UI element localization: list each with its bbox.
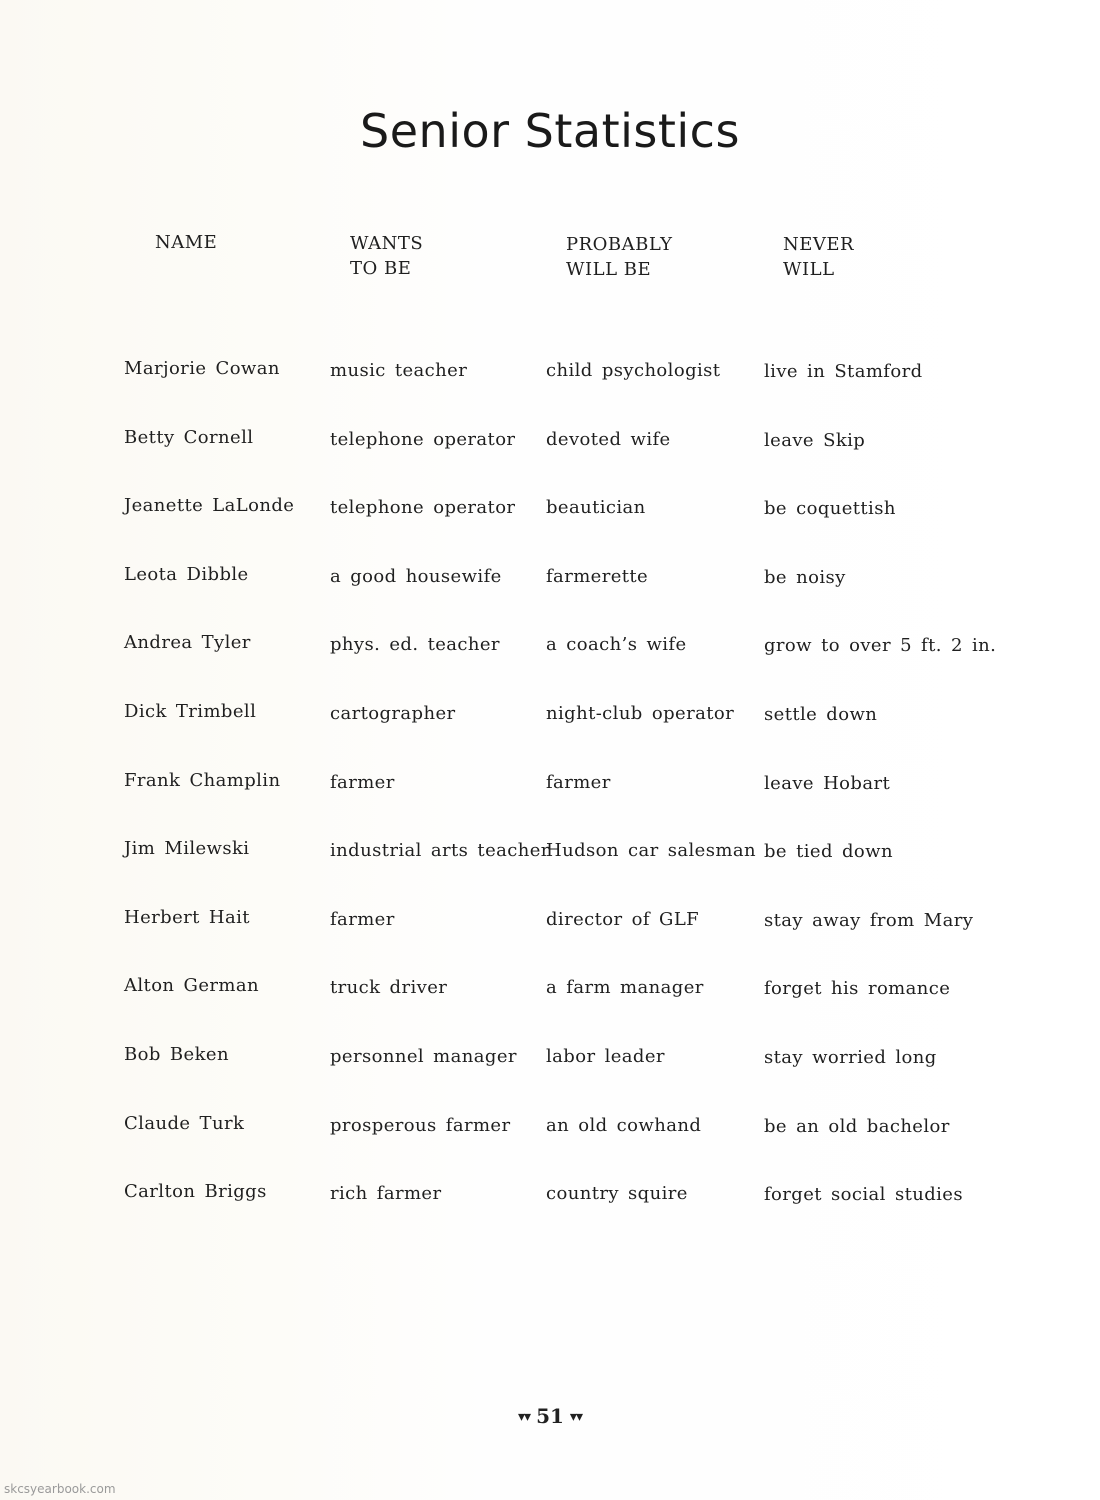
table-row xyxy=(0,356,1100,425)
probably-will-be-cell: a coach’s wife xyxy=(546,634,687,656)
column-header-wants-line-1: WANTS xyxy=(350,233,424,254)
probably-will-be-cell: director of GLF xyxy=(546,908,700,930)
probably-will-be-cell: farmer xyxy=(546,771,611,793)
never-will-cell: stay worried long xyxy=(764,1046,937,1068)
probably-will-be-cell: devoted wife xyxy=(546,428,671,450)
table-row xyxy=(0,1042,1100,1111)
wants-to-be-cell: truck driver xyxy=(330,977,448,999)
never-will-cell: be coquettish xyxy=(764,498,896,520)
probably-will-be-cell: labor leader xyxy=(546,1045,665,1067)
table-row xyxy=(0,493,1100,562)
wants-to-be-cell: a good housewife xyxy=(330,565,502,587)
probably-will-be-cell: beautician xyxy=(546,497,646,519)
never-will-cell: be noisy xyxy=(764,566,846,588)
column-header-never-line-2: WILL xyxy=(783,259,835,280)
page-number-value: 51 xyxy=(536,1404,564,1428)
column-header-wants-line-2: TO BE xyxy=(350,258,412,279)
name-cell: Jim Milewski xyxy=(124,838,250,860)
probably-will-be-cell: country squire xyxy=(546,1183,688,1205)
wants-to-be-cell: prosperous farmer xyxy=(330,1114,511,1136)
never-will-cell: leave Hobart xyxy=(764,772,891,794)
page-title: Senior Statistics xyxy=(360,104,740,158)
probably-will-be-cell: Hudson car salesman xyxy=(546,840,756,862)
wants-to-be-cell: phys. ed. teacher xyxy=(330,634,500,656)
column-header-probably-line-2: WILL BE xyxy=(566,259,652,280)
name-cell: Marjorie Cowan xyxy=(124,358,280,379)
table-row xyxy=(0,630,1100,699)
page-number-ornament-left: ▾▾ xyxy=(518,1409,531,1425)
table-row xyxy=(0,425,1100,494)
name-cell: Jeanette LaLonde xyxy=(124,495,295,517)
wants-to-be-cell: telephone operator xyxy=(330,428,516,450)
wants-to-be-cell: farmer xyxy=(330,771,395,793)
column-header-name xyxy=(155,230,217,255)
never-will-cell: live in Stamford xyxy=(764,361,923,382)
never-will-cell: stay away from Mary xyxy=(764,909,974,931)
wants-to-be-cell: personnel manager xyxy=(330,1045,517,1067)
never-will-cell: be tied down xyxy=(764,841,893,863)
wants-to-be-cell: industrial arts teacher xyxy=(330,840,550,862)
never-will-cell: settle down xyxy=(764,703,878,725)
table-row xyxy=(0,562,1100,631)
name-cell: Frank Champlin xyxy=(124,769,281,791)
name-cell: Carlton Briggs xyxy=(124,1181,267,1203)
wants-to-be-cell: rich farmer xyxy=(330,1183,442,1205)
wants-to-be-cell: farmer xyxy=(330,908,395,930)
never-will-cell: be an old bachelor xyxy=(764,1115,950,1137)
column-header-name-label: NAME xyxy=(155,232,218,253)
table-row xyxy=(0,836,1100,905)
name-cell: Herbert Hait xyxy=(124,906,250,928)
never-will-cell: leave Skip xyxy=(764,429,866,451)
watermark: skcsyearbook.com xyxy=(4,1482,116,1496)
name-cell: Bob Beken xyxy=(124,1043,229,1065)
page-number-ornament-right: ▾▾ xyxy=(569,1409,582,1425)
name-cell: Dick Trimbell xyxy=(124,700,257,722)
wants-to-be-cell: music teacher xyxy=(330,360,468,381)
column-header-never-will xyxy=(783,232,854,282)
page-number xyxy=(0,1404,1100,1428)
name-cell: Claude Turk xyxy=(124,1112,245,1134)
probably-will-be-cell: an old cowhand xyxy=(546,1114,702,1136)
column-header-never-line-1: NEVER xyxy=(783,234,855,255)
name-cell: Alton German xyxy=(124,975,259,997)
never-will-cell: forget social studies xyxy=(764,1184,963,1206)
table-row xyxy=(0,973,1100,1042)
wants-to-be-cell: telephone operator xyxy=(330,497,516,519)
probably-will-be-cell: child psychologist xyxy=(546,360,721,381)
probably-will-be-cell: farmerette xyxy=(546,565,649,587)
wants-to-be-cell: cartographer xyxy=(330,702,456,724)
name-cell: Andrea Tyler xyxy=(124,632,251,654)
probably-will-be-cell: night-club operator xyxy=(546,702,735,724)
name-cell: Leota Dibble xyxy=(124,563,249,585)
statistics-table xyxy=(0,356,1100,1248)
column-header-probably-line-1: PROBABLY xyxy=(566,234,673,255)
column-header-probably-will-be xyxy=(566,232,673,282)
table-row xyxy=(0,905,1100,974)
never-will-cell: forget his romance xyxy=(764,978,951,1000)
table-row xyxy=(0,1179,1100,1248)
never-will-cell: grow to over 5 ft. 2 in. xyxy=(764,635,997,657)
column-header-wants-to-be xyxy=(350,231,423,281)
probably-will-be-cell: a farm manager xyxy=(546,977,704,999)
name-cell: Betty Cornell xyxy=(124,426,254,448)
table-row xyxy=(0,1111,1100,1180)
table-row xyxy=(0,699,1100,768)
table-row xyxy=(0,768,1100,837)
